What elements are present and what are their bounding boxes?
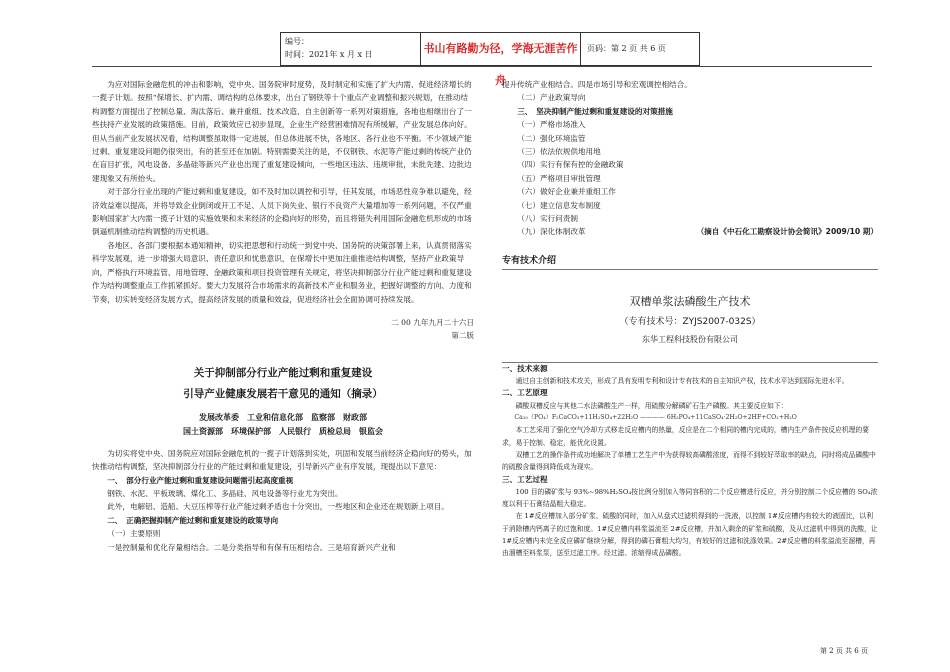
paragraph: 为应对国际金融危机的冲击和影响，党中央、国务院审时度势，及时制定和实施了扩大内需、促进经济增长的一揽子计划。按照“保增长、扩内需、调结构的总体要求，出台了钢铁等十个重点产业调整和振兴规划，在推动结构调整方面提出了控制总量、淘汰落后、兼并重组、技术改造、自主创新等一系列对策措施，各地也相继出台了一些扶持产业发展的政策措施。目前，政策效应已初步显现，企业生产经营困难情况有所缓解，产业发展总体向好。但从当前产业发展状况看，结构调整虽取得一定进展，但总体进展不快，各地区、各行业也不平衡。不少领域产能过剩、重复建设问题仍很突出，有的甚至还在加剧。特别需要关注的是，不仅钢铁、水泥等产能过剩的传统产业仍在盲目扩张，风电设备、多晶硅等新兴产业也出现了重复建设倾向，一些地区违法、违规审批，未批先建、边批边建现象又有所抬头。 [92,80,472,183]
tech-body [502,363,878,560]
issuer-line: 国土资源部 环境保护部 人民银行 质检总局 银监会 [183,426,383,436]
paragraph: 钢铁、水泥、平板玻璃、煤化工、多晶硅、风电设备等行业尤为突出。 [107,488,343,498]
paragraph: 一是控制量和优化存量相结合。二是分类指导和有保有压相结合。三是培育新兴产业和 [107,542,396,552]
list-item: （三）依法依规供地用地 [517,147,601,157]
section-heading: 二、 正确把握抑制产能过剩和重复建设的政策导向 [107,515,279,525]
list-item: （八）实行问责制 [517,214,578,224]
reaction-formula: Ca₁₀（PO₄）F₂CaCO₃+11H₂SO₄+22H₂O ———— 6H₃PO₄+11CaSO₄·2H₂O+2HF+CO₂+H₂O [514,414,797,422]
list-item: （六）做好企业兼并重组工作 [517,187,616,197]
paragraph: 各地区、各部门要根据本通知精神，切实把思想和行动统一到党中央、国务院的决策部署上来，认真贯彻落实科学发展观，进一步增强大局意识、责任意识和忧患意识，在保增长中更加注重推进结构调整，坚持产业政策导向，严格执行环境监管、用地管理、金融政策和项目投资管理有关规定，将坚决抑制部分行业产能过剩和重复建设作为结构调整重点工作抓紧抓好。要大力发展符合市场需求的高新技术产业和服务业，把握好调整的方向、力度和节奏，切实转变经济发展方式，提高经济发展的质量和效益，促进经济社会全面协调可持续发展。 [92,240,472,304]
header-slogan: 书山有路勤为径，学海无涯苦作舟 [421,33,581,65]
section-heading: 一、 部分行业产能过剩和重复建设问题需引起高度重视 [107,475,294,485]
header-date: 时间：2021年 x 月 x 日 [285,50,373,59]
header-page: 页码：第 2 页 共 6 页 [587,44,666,53]
section-heading: 一、技术来源 [502,363,548,373]
header-meta [281,33,421,65]
list-item [517,225,878,238]
right-column [502,78,878,560]
subsection-heading: （二）产业政策导向 [517,93,586,103]
section-heading: 三、 坚决抑制产能过剩和重复建设的对策措施 [517,106,673,116]
paragraph: 本工艺采用了强化空气冷却方式移走反应槽内的热量，反应是在二个相同的槽内完成的，槽内生产条件按反应机理的要求，易于控制、稳定，能优化设置。 [502,426,870,447]
paragraph: 此外，电解铝、造船、大豆压榨等行业产能过剩矛盾也十分突出，一些地区和企业还在规划新上项目。 [107,502,449,512]
notice-subtitle: 引导产业健康发展若干意见的通知（摘录） [183,387,383,400]
issuer-line: 发展改革委 工业和信息化部 监察部 财政部 [199,412,367,422]
subsection-heading: （一）主要原则 [107,529,161,539]
measures-list [502,118,878,239]
paragraph: 为切实将党中央、国务院应对国际金融危机的一揽子计划落到实处，巩固和发展当前经济企稳向好的势头，加快推动结构调整，坚决抑制部分行业的产能过剩和重复建设，引导新兴产业有序发展，现提出以下意见： [92,448,472,472]
header-number: 编号： [285,37,309,46]
edition-line: 第二版 [451,331,474,341]
source-note: （摘自《中石化工勘察设计协会简讯》2009/10 期） [696,227,878,237]
list-item: （二）强化环境监管 [517,133,586,143]
left-column [92,78,474,554]
paragraph: 磷酸双槽反应与其他二水法磷酸生产一样，用硫酸分解磷矿石生产磷酸。其主要反应如下： [515,401,788,410]
tech-title: 双槽单浆法磷酸生产技术 [629,294,751,308]
section-heading: 二、工艺原理 [502,388,548,398]
paragraph: 提升传统产业相结合。四是市场引导和宏观调控相结合。 [502,80,692,89]
paragraph: 通过自主创新和技术攻关，形成了具有发明专利和设计专有技术的自主知识产权，技术水平达到国际先进水平。 [515,377,849,386]
tech-intro-heading: 专有技术介绍 [502,255,557,266]
list-item: （一）严格市场准入 [517,120,586,130]
company-name: 东华工程科技股份有限公司 [642,334,738,344]
date-line: 二 00 九年九月二十六日 [391,317,474,327]
tech-number: （专有技术号：ZYJS2007-032S） [619,316,761,327]
paragraph: 100 目的磷矿浆与 93%~98%H₂SO₄按比例分别加入等同容积的二个反应槽进行反应，并分别控制二个反应槽的 SO₄浓度以利于石膏结晶粗大稳定。 [502,487,878,509]
list-item: （七）建立信息发布制度 [517,200,601,210]
paragraph: 对于部分行业出现的产能过剩和重复建设，如不及时加以调控和引导，任其发展，市场恶性竞争难以避免，经济效益难以提高，并将导致企业倒闭或开工不足、人员下岗失业、银行不良资产大量增加等一系列问题，不仅严重影响国家扩大内需一揽子计划的实施效果和未来经济的企稳向好的形势，而且将错失利用国际金融危机形成的市场倒逼机制推动结构调整的历史机遇。 [92,187,472,237]
divider [502,269,878,270]
header-divider [92,66,872,67]
paragraph: 在 1#反应槽加入部分矿浆、硫酸的同时，加入从盘式过滤机得到的一洗液，以控制 1#反应槽内有较大的液固比，以利于消除槽内钙离子的过饱和度。1#反应槽内料浆溢流至 2#反应槽，并加入剩余的矿浆和硫酸，及从过滤机中得到的洗酸，让 1#反应槽内未完全反应磷矿继续分解，得到的磷石膏粗大均匀，有较好的过滤和洗涤效果。2#反应槽的料浆溢流至溜槽，再由溜槽至料浆泵，送至过滤工序。经过滤、浓缩得成品磷酸。 [502,512,878,558]
notice-title: 关于抑制部分行业产能过剩和重复建设 [193,366,373,379]
page-footer: 第 2 页 共 6 页 [819,647,868,655]
list-item-text: （九）深化体制改革 [517,227,586,237]
paragraph: 双槽工艺的操作条件成功地解决了单槽工艺生产中为获得较高磷酸浓度，而得不到较好萃取率的缺点，同时将成品磷酸中的硫酸含量得到降低成为现实。 [502,450,876,472]
list-item: （四）实行有保有控的金融政策 [517,160,624,170]
list-item: （五）严格项目审批管理 [517,173,601,183]
section-heading: 三、工艺过程 [502,474,548,484]
